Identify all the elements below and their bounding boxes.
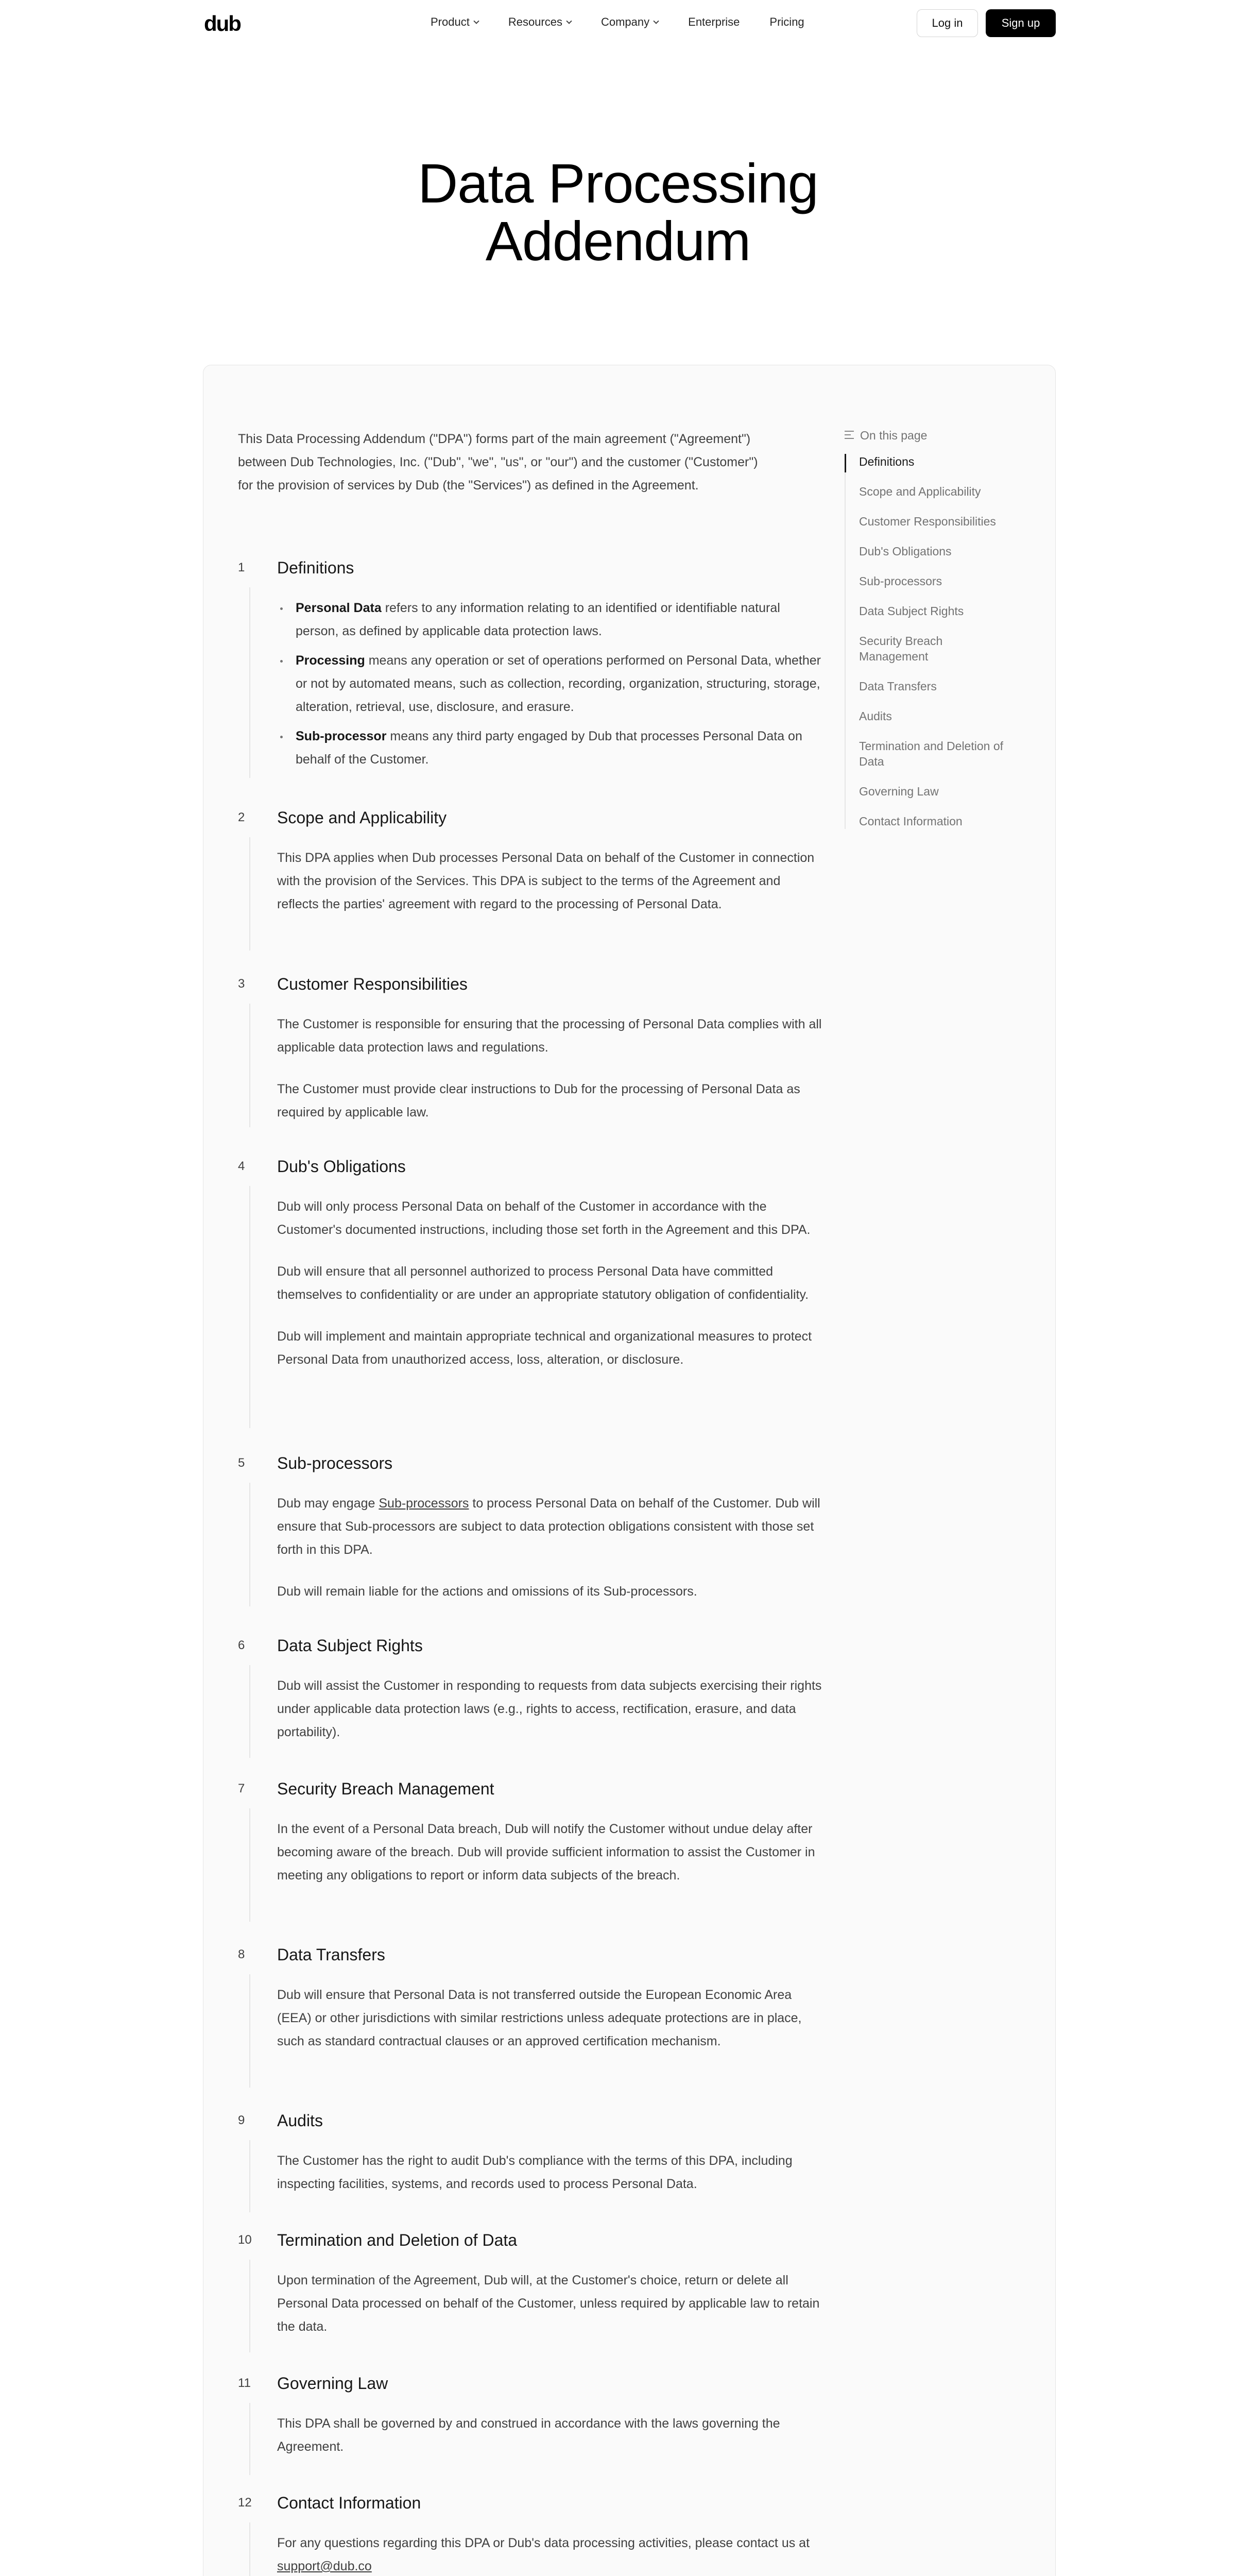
section-title: Sub-processors bbox=[277, 1454, 393, 1472]
section-divider-line bbox=[249, 1665, 250, 1758]
toc-item[interactable]: Audits bbox=[859, 709, 892, 723]
section-title: Data Subject Rights bbox=[277, 1636, 423, 1655]
definition-text: means any operation or set of operations performed on Personal Data, whether or not by automated means, such as collection, recording, organization, structuring, storage, alteration, retrieval, use, disclosure, and erasure. bbox=[296, 653, 821, 714]
section-divider-line bbox=[249, 2140, 250, 2212]
toc-item[interactable]: Contact Information bbox=[859, 815, 963, 828]
paragraph-text: For any questions regarding this DPA or Dub's data processing activities, please contact us at bbox=[277, 2536, 810, 2550]
section-paragraph: Dub will ensure that all personnel authorized to process Personal Data have committed themselves to confidentiality or are under an appropriate statutory obligation of confidentiality. bbox=[277, 1264, 809, 1302]
section-divider-line bbox=[249, 1004, 250, 1127]
support-email-link[interactable]: support@dub.co bbox=[277, 2559, 372, 2573]
section-number: 2 bbox=[238, 810, 245, 824]
section-paragraph: Dub will ensure that Personal Data is not transferred outside the European Economic Area (EEA) or other jurisdictions with similar restrictions unless adequate protections are in place, such as standard contractual clauses or an approved certification mechanism. bbox=[277, 1988, 802, 2048]
section-contact bbox=[238, 2492, 825, 2576]
section-title: Security Breach Management bbox=[277, 1780, 494, 1798]
nav-product-label: Product bbox=[431, 15, 470, 28]
section-divider-line bbox=[249, 1483, 250, 1606]
list-icon bbox=[845, 431, 854, 439]
section-number: 11 bbox=[238, 2376, 251, 2390]
list-item bbox=[277, 725, 823, 771]
section-paragraph: Dub will implement and maintain appropriate technical and organizational measures to protect Personal Data from unauthorized access, loss, alteration, or disclosure. bbox=[277, 1329, 812, 1367]
section-paragraph bbox=[277, 2532, 823, 2576]
signup-button[interactable]: Sign up bbox=[986, 9, 1056, 37]
section-paragraph: Dub will only process Personal Data on behalf of the Customer in accordance with the Customer's documented instructions, including those set forth in the Agreement and this DPA. bbox=[277, 1199, 811, 1237]
section-number: 12 bbox=[238, 2496, 252, 2510]
definition-text: refers to any information relating to an identified or identifiable natural person, as defined by applicable data protection laws. bbox=[296, 601, 780, 638]
nav-pricing[interactable]: Pricing bbox=[769, 15, 804, 28]
section-divider-line bbox=[249, 2260, 250, 2352]
section-customer-responsibilities bbox=[238, 973, 825, 1127]
chevron-down-icon bbox=[653, 18, 659, 24]
list-item bbox=[277, 597, 823, 643]
sub-processors-link[interactable]: Sub-processors bbox=[379, 1496, 469, 1511]
section-title: Definitions bbox=[277, 558, 354, 577]
toc-item[interactable]: Customer Responsibilities bbox=[859, 515, 996, 528]
toc-item[interactable]: Governing Law bbox=[859, 785, 939, 798]
section-security-breach bbox=[238, 1777, 825, 1917]
page-title bbox=[0, 152, 1236, 272]
toc-heading-label: On this page bbox=[860, 429, 928, 442]
toc-heading bbox=[845, 429, 1040, 443]
section-body bbox=[277, 2269, 823, 2357]
section-body bbox=[277, 2532, 823, 2576]
intro-paragraph: This Data Processing Addendum ("DPA") forms part of the main agreement ("Agreement") between Dub Technologies, Inc. ("Dub", "we", "us", or "our") and the customer ("Customer") for the provision of services by Dub (the "Services") as defined in the Agreement. bbox=[238, 432, 758, 493]
section-number: 3 bbox=[238, 977, 245, 991]
section-audits bbox=[238, 2109, 825, 2207]
page-title-line-2: Addendum bbox=[485, 210, 751, 272]
section-body bbox=[277, 2149, 823, 2214]
section-divider-line bbox=[249, 837, 250, 951]
toc-item[interactable]: Security Breach Management bbox=[859, 634, 943, 663]
toc-item[interactable]: Definitions bbox=[859, 455, 915, 468]
section-governing-law bbox=[238, 2372, 825, 2470]
section-number: 9 bbox=[238, 2113, 245, 2127]
section-data-subject-rights bbox=[238, 1634, 825, 1753]
section-termination bbox=[238, 2229, 825, 2347]
section-body bbox=[277, 1674, 823, 1762]
section-paragraph: Upon termination of the Agreement, Dub will, at the Customer's choice, return or delete all Personal Data processed on behalf of the Customer, unless required by applicable law to retain the data. bbox=[277, 2273, 820, 2334]
toc-active-indicator bbox=[845, 454, 846, 472]
section-paragraph: The Customer must provide clear instructions to Dub for the processing of Personal Data as required by applicable law. bbox=[277, 1082, 800, 1120]
section-title: Contact Information bbox=[277, 2494, 421, 2512]
toc-item[interactable]: Dub's Obligations bbox=[859, 545, 952, 558]
nav-resources-label: Resources bbox=[508, 15, 562, 28]
section-paragraph: In the event of a Personal Data breach, Dub will notify the Customer without undue delay after becoming aware of the breach. Dub will provide sufficient information to assist the Customer in meeting any obligations to report or inform data subjects of the breach. bbox=[277, 1822, 815, 1883]
section-title: Scope and Applicability bbox=[277, 808, 447, 827]
section-paragraph: Dub will assist the Customer in responding to requests from data subjects exercising their rights under applicable data protection laws (e.g., rights to access, rectification, erasure, and data portability). bbox=[277, 1679, 822, 1739]
definition-term: Personal Data bbox=[296, 601, 382, 615]
section-number: 5 bbox=[238, 1456, 245, 1470]
section-title: Audits bbox=[277, 2111, 323, 2130]
toc-list bbox=[845, 454, 1040, 829]
section-title: Dub's Obligations bbox=[277, 1157, 406, 1176]
section-body bbox=[277, 597, 823, 777]
paragraph-text: Dub may engage bbox=[277, 1496, 379, 1511]
nav-enterprise[interactable]: Enterprise bbox=[688, 15, 740, 28]
chevron-down-icon bbox=[473, 18, 479, 24]
section-number: 1 bbox=[238, 561, 245, 574]
section-number: 10 bbox=[238, 2233, 252, 2247]
section-scope bbox=[238, 806, 825, 945]
list-item bbox=[277, 649, 823, 719]
section-title: Termination and Deletion of Data bbox=[277, 2231, 518, 2249]
section-title: Governing Law bbox=[277, 2374, 388, 2393]
nav-company[interactable] bbox=[601, 15, 658, 29]
section-divider-line bbox=[249, 1186, 250, 1428]
section-number: 7 bbox=[238, 1782, 245, 1795]
section-body bbox=[277, 1984, 823, 2072]
section-body bbox=[277, 2412, 823, 2477]
section-title: Customer Responsibilities bbox=[277, 975, 468, 993]
section-dubs-obligations bbox=[238, 1155, 825, 1428]
paragraph-text: to process Personal Data on behalf of the Customer. Dub will ensure that Sub-processors are subject to data protection obligations consistent with those set forth in this DPA. bbox=[277, 1496, 820, 1557]
nav-resources[interactable] bbox=[508, 15, 571, 29]
section-body bbox=[277, 1492, 823, 1622]
section-divider-line bbox=[249, 1974, 250, 2088]
section-number: 6 bbox=[238, 1638, 245, 1652]
definition-term: Sub-processor bbox=[296, 729, 387, 743]
top-navbar bbox=[0, 0, 1236, 47]
section-sub-processors bbox=[238, 1452, 825, 1606]
section-paragraph: The Customer has the right to audit Dub's compliance with the terms of this DPA, including inspecting facilities, systems, and records used to process Personal Data. bbox=[277, 2154, 793, 2191]
section-body bbox=[277, 1195, 823, 1390]
section-data-transfers bbox=[238, 1943, 825, 2082]
section-number: 8 bbox=[238, 1947, 245, 1961]
section-body bbox=[277, 1818, 823, 1906]
definition-term: Processing bbox=[296, 653, 365, 668]
section-body bbox=[277, 846, 823, 935]
section-definitions bbox=[238, 556, 825, 778]
nav-product[interactable] bbox=[431, 15, 478, 29]
section-divider-line bbox=[249, 587, 250, 778]
section-paragraph bbox=[277, 1492, 823, 1562]
section-divider-line bbox=[249, 2403, 250, 2475]
toc-item[interactable]: Termination and Deletion of Data bbox=[859, 739, 1003, 768]
section-divider-line bbox=[249, 1808, 250, 1922]
section-divider-line bbox=[249, 2522, 250, 2576]
section-number: 4 bbox=[238, 1159, 245, 1173]
section-paragraph: This DPA applies when Dub processes Personal Data on behalf of the Customer in connection with the provision of the Services. This DPA is subject to the terms of the Agreement and reflects the parties' agreement with regard to the processing of Personal Data. bbox=[277, 851, 815, 911]
definition-text: means any third party engaged by Dub that processes Personal Data on behalf of the Customer. bbox=[296, 729, 802, 767]
toc-item[interactable]: Sub-processors bbox=[859, 574, 942, 588]
section-body bbox=[277, 1013, 823, 1143]
nav-company-label: Company bbox=[600, 15, 650, 28]
toc-item[interactable]: Data Transfers bbox=[859, 680, 937, 693]
table-of-contents bbox=[845, 429, 1040, 843]
page-title-line-1: Data Processing bbox=[418, 152, 818, 214]
chevron-down-icon bbox=[566, 18, 572, 24]
section-paragraph: Dub will remain liable for the actions and omissions of its Sub-processors. bbox=[277, 1584, 697, 1599]
dub-logo[interactable]: dub bbox=[204, 11, 241, 36]
toc-item[interactable]: Scope and Applicability bbox=[859, 485, 981, 498]
section-title: Data Transfers bbox=[277, 1945, 385, 1964]
section-paragraph: The Customer is responsible for ensuring that the processing of Personal Data complies with all applicable data protection laws and regulations. bbox=[277, 1017, 822, 1055]
toc-item[interactable]: Data Subject Rights bbox=[859, 604, 964, 618]
login-button[interactable]: Log in bbox=[917, 9, 978, 37]
section-paragraph: This DPA shall be governed by and construed in accordance with the laws governing the Agreement. bbox=[277, 2416, 780, 2454]
nav-links bbox=[431, 15, 834, 29]
